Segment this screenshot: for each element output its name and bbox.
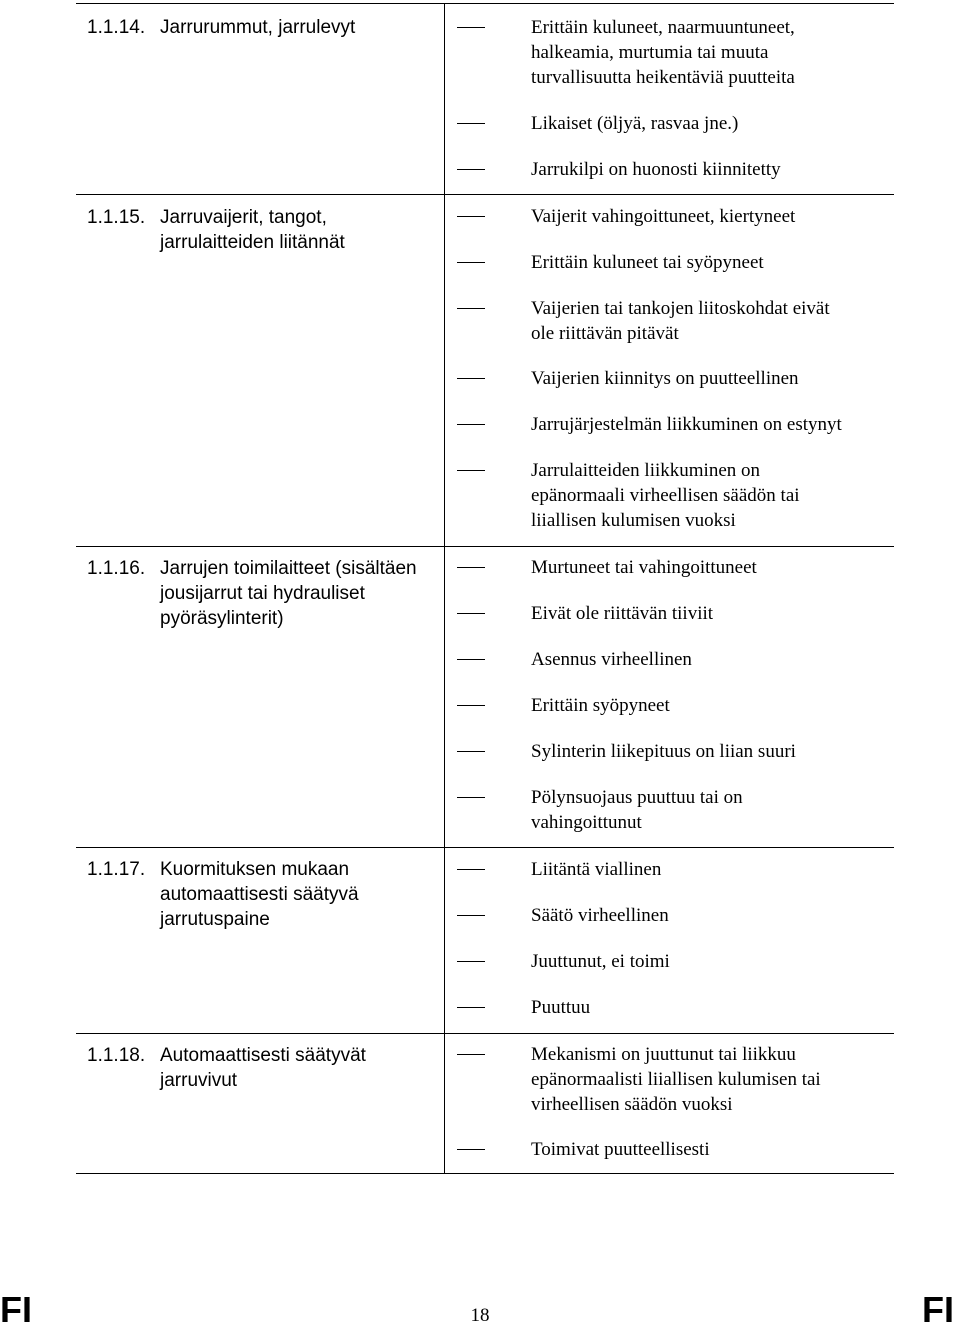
bullet-dash bbox=[457, 961, 485, 962]
deficiency-item: Toimivat puutteellisesti bbox=[531, 1139, 710, 1160]
section-title: Kuormituksen mukaan automaattisesti säätyvä jarrutuspaine bbox=[160, 859, 359, 930]
bullet-dash bbox=[457, 378, 485, 379]
bullet-dash bbox=[457, 308, 485, 309]
deficiency-item: Vaijerien tai tankojen liitoskohdat eivät ole riittävän pitävät bbox=[531, 298, 830, 344]
deficiency-item: Murtuneet tai vahingoittuneet bbox=[531, 557, 757, 578]
section-divider bbox=[76, 546, 894, 547]
deficiency-item: Asennus virheellinen bbox=[531, 649, 692, 670]
deficiency-item: Vaijerien kiinnitys on puutteellinen bbox=[531, 368, 799, 389]
deficiency-item: Eivät ole riittävän tiiviit bbox=[531, 603, 714, 624]
bullet-dash bbox=[457, 169, 485, 170]
bullet-dash bbox=[457, 1149, 485, 1150]
bullet-dash bbox=[457, 869, 485, 870]
bullet-dash bbox=[457, 470, 485, 471]
bullet-dash bbox=[457, 659, 485, 660]
section-number: 1.1.15. bbox=[87, 207, 146, 228]
deficiency-item: Erittäin syöpyneet bbox=[531, 695, 670, 716]
bullet-dash bbox=[457, 797, 485, 798]
deficiency-item: Puuttuu bbox=[531, 997, 591, 1018]
deficiency-item: Säätö virheellinen bbox=[531, 905, 669, 926]
deficiency-item: Erittäin kuluneet, naarmuuntuneet, halkeamia, murtumia tai muuta turvallisuutta heikentäviä puutteita bbox=[531, 17, 795, 88]
inspection-table bbox=[76, 3, 894, 1174]
bullet-dash bbox=[457, 123, 485, 124]
bullet-dash bbox=[457, 751, 485, 752]
section-number: 1.1.18. bbox=[87, 1045, 146, 1066]
section-title: Automaattisesti säätyvät jarruvivut bbox=[160, 1045, 366, 1091]
deficiency-item: Jarrukilpi on huonosti kiinnitetty bbox=[531, 159, 781, 180]
section-divider bbox=[76, 194, 894, 195]
deficiency-item: Vaijerit vahingoittuneet, kiertyneet bbox=[531, 206, 796, 227]
deficiency-item: Jarrujärjestelmän liikkuminen on estynyt bbox=[531, 414, 842, 435]
deficiency-item: Pölynsuojaus puuttuu tai on vahingoittunut bbox=[531, 787, 743, 833]
language-code-right: FI bbox=[922, 1289, 954, 1330]
section-divider bbox=[76, 1033, 894, 1034]
deficiency-item: Liitäntä viallinen bbox=[531, 859, 662, 880]
section-divider bbox=[76, 847, 894, 848]
deficiency-item: Sylinterin liikepituus on liian suuri bbox=[531, 741, 796, 762]
bullet-dash bbox=[457, 613, 485, 614]
bullet-dash bbox=[457, 1054, 485, 1055]
bullet-dash bbox=[457, 27, 485, 28]
deficiency-item: Juuttunut, ei toimi bbox=[531, 951, 670, 972]
section-number: 1.1.14. bbox=[87, 17, 146, 38]
section-title: Jarrujen toimilaitteet (sisältäen jousijarrut tai hydrauliset pyöräsylinterit) bbox=[160, 558, 417, 629]
language-code-left: FI bbox=[0, 1289, 32, 1330]
section-number: 1.1.16. bbox=[87, 558, 146, 579]
bullet-dash bbox=[457, 424, 485, 425]
deficiency-item: Erittäin kuluneet tai syöpyneet bbox=[531, 252, 764, 273]
column-divider bbox=[444, 4, 445, 1173]
deficiency-item: Likaiset (öljyä, rasvaa jne.) bbox=[531, 113, 739, 134]
bullet-dash bbox=[457, 1007, 485, 1008]
section-title: Jarrurummut, jarrulevyt bbox=[160, 17, 356, 38]
bullet-dash bbox=[457, 262, 485, 263]
deficiency-item: Jarrulaitteiden liikkuminen on epänormaali virheellisen säädön tai liiallisen kulumisen vuoksi bbox=[531, 460, 800, 531]
bullet-dash bbox=[457, 567, 485, 568]
page-number: 18 bbox=[470, 1305, 490, 1326]
section-title: Jarruvaijerit, tangot, jarrulaitteiden liitännät bbox=[160, 207, 345, 253]
section-number: 1.1.17. bbox=[87, 859, 146, 880]
bullet-dash bbox=[457, 915, 485, 916]
bullet-dash bbox=[457, 705, 485, 706]
bullet-dash bbox=[457, 216, 485, 217]
deficiency-item: Mekanismi on juuttunut tai liikkuu epänormaalisti liiallisen kulumisen tai virheellisen säädön vuoksi bbox=[531, 1044, 821, 1115]
